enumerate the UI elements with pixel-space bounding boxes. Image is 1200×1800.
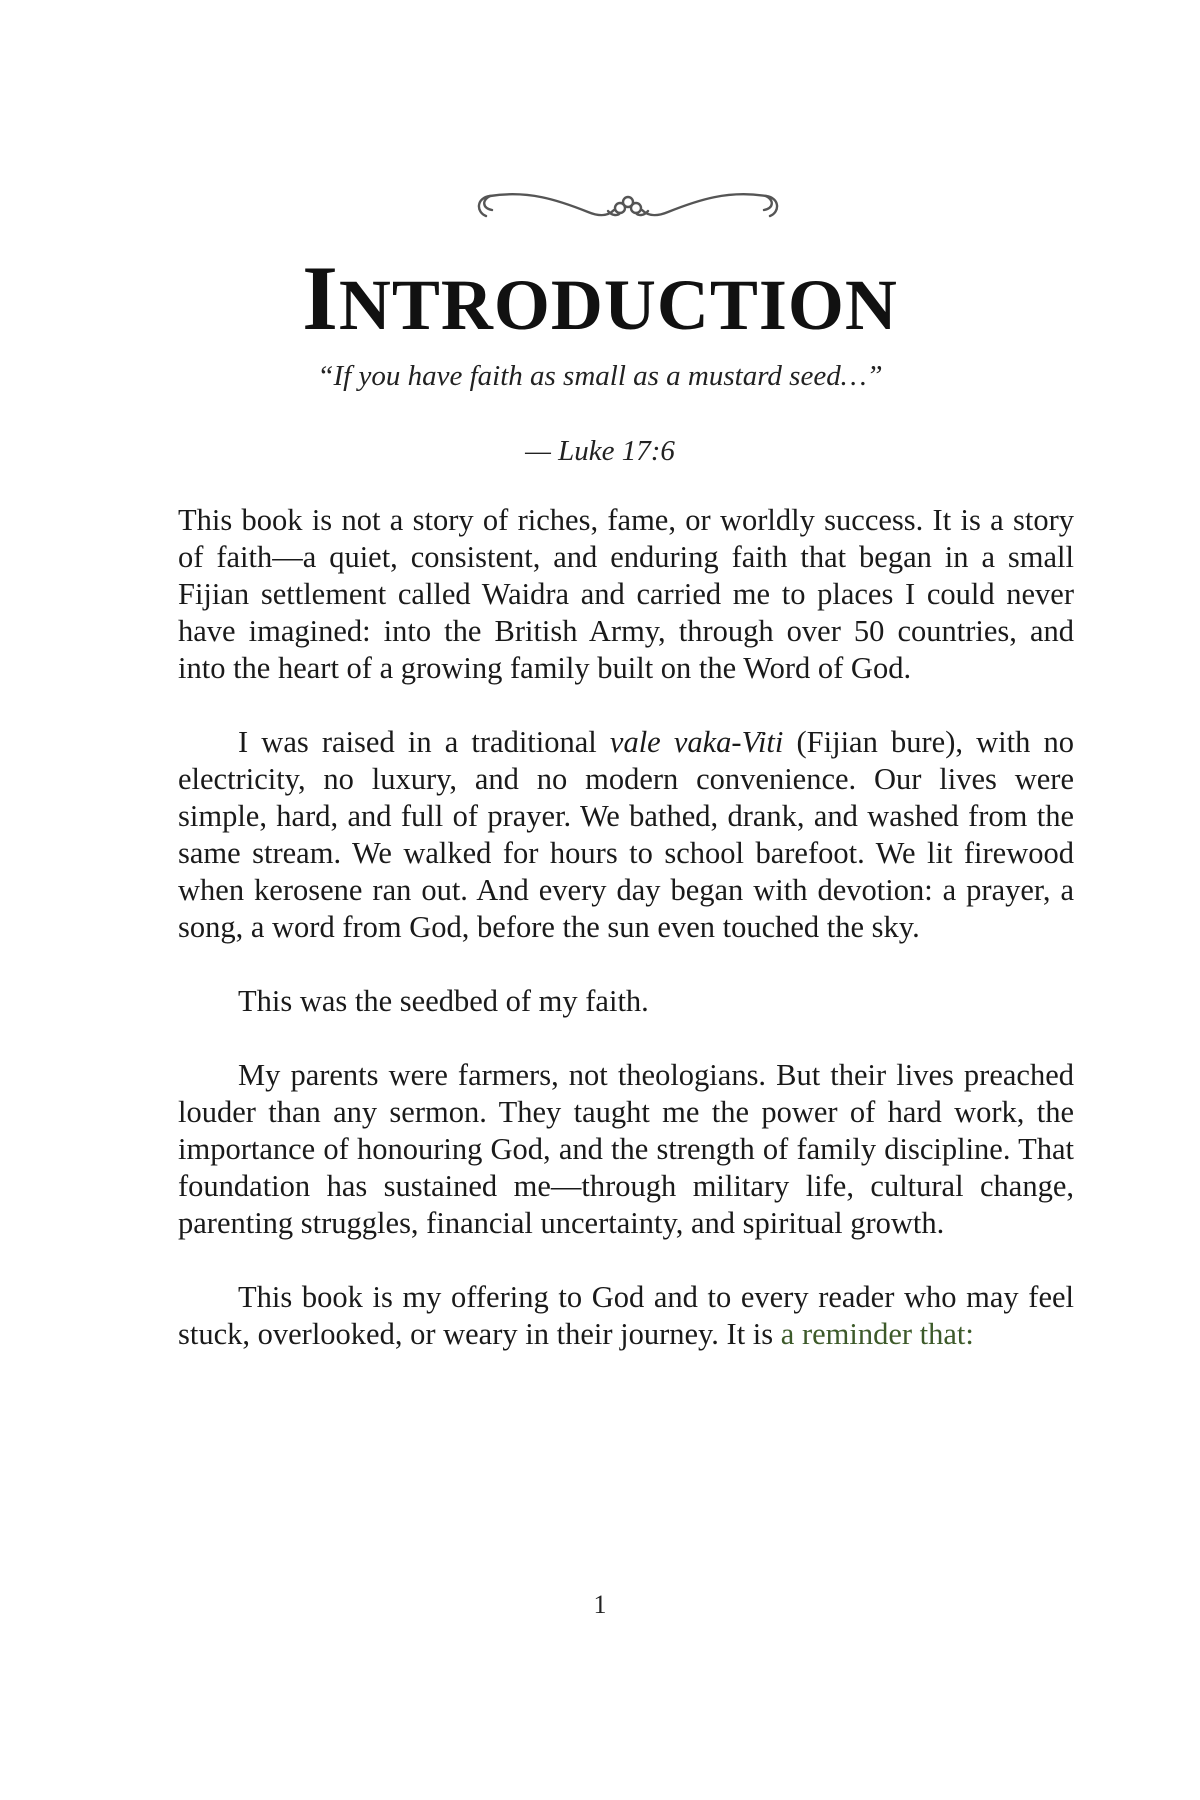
paragraph-2-text-b: (Fijian bure), with no electricity, no luxury, and no modern convenience. Our lives were simple, hard, and full of prayer. We bathed, drank, and washed from the same stream. We walked for hours to school barefoot. We lit firewood when kerosene ran out. And every day began with devotion: a prayer, a song, a word from God, before the sun even touched the sky. <box>178 725 1074 944</box>
highlighted-text: a reminder that: <box>780 1317 974 1351</box>
paragraph-1: This book is not a story of riches, fame, or worldly success. It is a story of faith—a quiet, consistent, and enduring faith that began in a small Fijian settlement called Waidra and carried me to places I could never have imagined: into the British Army, through over 50 countries, and into the heart of a growing family built on the Word of God. <box>178 503 1074 685</box>
page-number: 1 <box>593 1590 607 1619</box>
paragraph-2 <box>178 724 1074 946</box>
title-initial: I <box>302 247 339 349</box>
paragraph-4: My parents were farmers, not theologians. But their lives preached louder than any sermon. They taught me the power of hard work, the importance of honouring God, and the strength of family discipline. That foundation has sustained me—through military life, cultural change, parenting struggles, financial uncertainty, and spiritual growth. <box>178 1058 1074 1240</box>
chapter-title <box>0 248 1200 355</box>
fijian-term: vale vaka-Viti <box>609 725 784 759</box>
paragraph-2-text-a: I was raised in a traditional <box>238 725 610 759</box>
epigraph-citation: — Luke 17:6 <box>525 435 675 467</box>
flourish-divider-icon <box>468 186 788 232</box>
paragraph-5-text: This book is my offering to God and to every reader who may feel stuck, overlooked, or weary in their journey. It is <box>178 1280 1074 1351</box>
chapter-body <box>178 502 1074 1390</box>
epigraph-quote: “If you have faith as small as a mustard seed…” <box>317 360 883 392</box>
paragraph-3: This was the seedbed of my faith. <box>238 984 649 1018</box>
title-rest: NTRODUCTION <box>338 265 898 345</box>
paragraph-5 <box>178 1279 1074 1353</box>
